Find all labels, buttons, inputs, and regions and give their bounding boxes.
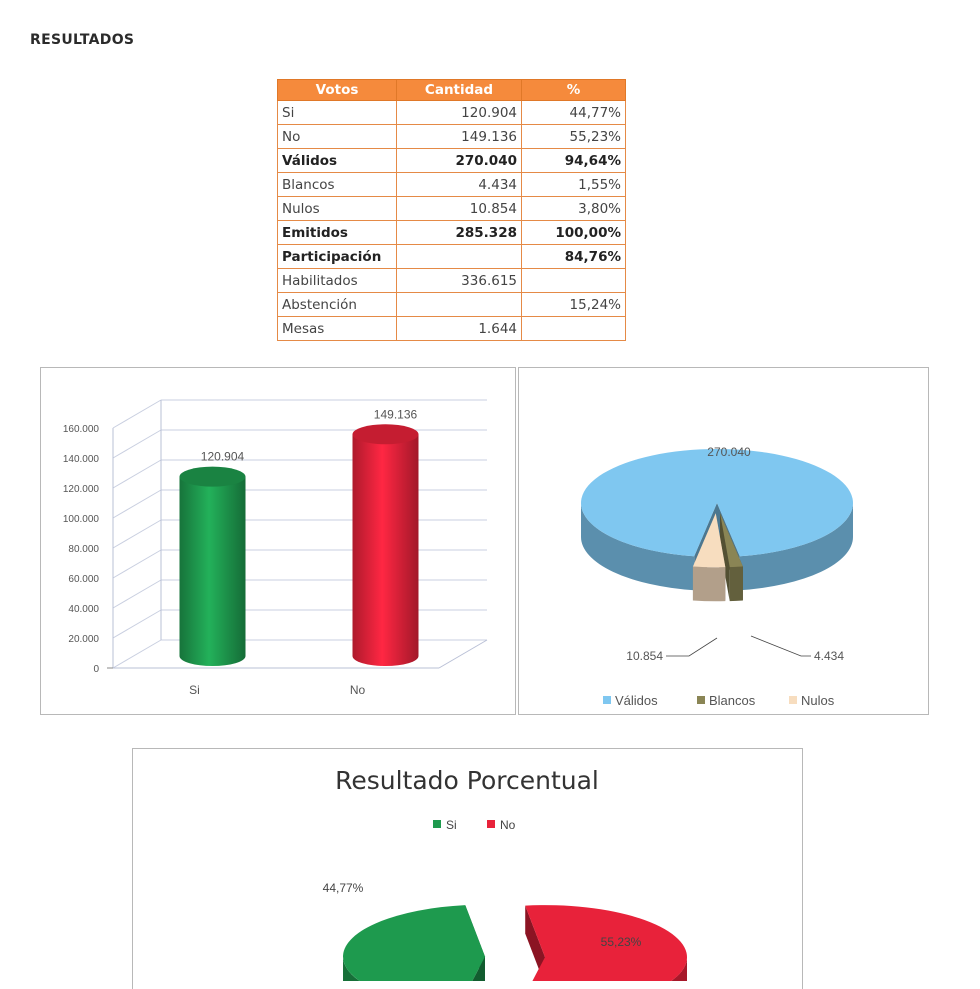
y-tick-label: 140.000 xyxy=(62,454,99,465)
bar-body xyxy=(353,434,419,666)
bar-chart-grid xyxy=(113,400,487,668)
cell-pct: 100,00% xyxy=(522,221,626,245)
cell-cantidad: 10.854 xyxy=(397,197,522,221)
legend-swatch xyxy=(487,820,495,828)
cell-cantidad: 120.904 xyxy=(397,101,522,125)
gridline xyxy=(113,520,161,548)
cell-cantidad: 149.136 xyxy=(397,125,522,149)
bar-body xyxy=(180,477,246,666)
pie-data-label: 4.434 xyxy=(814,649,845,663)
y-tick-label: 80.000 xyxy=(68,544,99,555)
table-row xyxy=(278,101,626,125)
legend-label: Nulos xyxy=(801,693,835,708)
chart-title: Resultado Porcentual xyxy=(335,766,599,795)
legend-swatch xyxy=(697,696,705,704)
pie-data-label: 44,77% xyxy=(322,881,364,895)
slice-si xyxy=(343,905,485,981)
cell-label: Blancos xyxy=(278,173,397,197)
gridline xyxy=(113,550,161,578)
cell-cantidad: 4.434 xyxy=(397,173,522,197)
table-header-row xyxy=(278,80,626,101)
bar-chart-panel xyxy=(40,367,516,715)
slice-wall xyxy=(693,567,725,602)
pie-data-label: 55,23% xyxy=(600,935,642,949)
bar-top xyxy=(180,467,246,487)
cell-pct: 1,55% xyxy=(522,173,626,197)
cell-cantidad: 285.328 xyxy=(397,221,522,245)
gridline xyxy=(113,460,161,488)
cell-pct xyxy=(522,269,626,293)
header-pct: % xyxy=(522,80,626,101)
legend-swatch xyxy=(603,696,611,704)
legend-label: Válidos xyxy=(615,693,658,708)
cell-label: Válidos xyxy=(278,149,397,173)
page-heading: RESULTADOS xyxy=(30,32,135,48)
table-row xyxy=(278,245,626,269)
cell-cantidad xyxy=(397,293,522,317)
cell-pct: 15,24% xyxy=(522,293,626,317)
results-table xyxy=(277,79,626,341)
table-row xyxy=(278,149,626,173)
cell-pct: 3,80% xyxy=(522,197,626,221)
bar-data-label: 120.904 xyxy=(200,449,245,464)
leader-line xyxy=(751,636,811,656)
gridline xyxy=(113,490,161,518)
bar-chart xyxy=(41,368,515,714)
cell-pct: 84,76% xyxy=(522,245,626,269)
gridline xyxy=(113,610,161,638)
table-row xyxy=(278,221,626,245)
legend-label: Si xyxy=(446,818,457,832)
legend-swatch xyxy=(789,696,797,704)
gridline xyxy=(113,580,161,608)
pie-chart-panel xyxy=(518,367,929,715)
cell-cantidad xyxy=(397,245,522,269)
y-tick-label: 120.000 xyxy=(62,484,99,495)
x-tick-label: No xyxy=(349,683,366,697)
percent-pie-chart xyxy=(133,749,802,981)
pie-data-label: 270.040 xyxy=(707,445,751,459)
bar-no xyxy=(353,424,419,666)
gridline xyxy=(113,430,161,458)
y-tick-label: 40.000 xyxy=(68,604,99,615)
bar-data-label: 149.136 xyxy=(373,407,418,422)
cell-label: Participación xyxy=(278,245,397,269)
bar-top xyxy=(353,424,419,444)
bar-si xyxy=(180,467,246,666)
y-tick-label: 60.000 xyxy=(68,574,99,585)
cell-pct xyxy=(522,317,626,341)
cell-label: Abstención xyxy=(278,293,397,317)
floor-edge xyxy=(439,640,487,668)
table-row xyxy=(278,173,626,197)
cell-label: Nulos xyxy=(278,197,397,221)
cell-cantidad: 1.644 xyxy=(397,317,522,341)
cell-label: Emitidos xyxy=(278,221,397,245)
header-votos: Votos xyxy=(278,80,397,101)
cell-cantidad: 336.615 xyxy=(397,269,522,293)
header-cantidad: Cantidad xyxy=(397,80,522,101)
percent-chart-panel xyxy=(132,748,803,989)
cell-label: Mesas xyxy=(278,317,397,341)
slice-top xyxy=(343,905,485,981)
table-row xyxy=(278,293,626,317)
gridline xyxy=(113,640,161,668)
x-tick-label: Si xyxy=(189,683,200,697)
table-body xyxy=(278,101,626,341)
cell-pct: 94,64% xyxy=(522,149,626,173)
legend-label: Blancos xyxy=(709,693,756,708)
cell-label: No xyxy=(278,125,397,149)
cell-cantidad: 270.040 xyxy=(397,149,522,173)
table-row xyxy=(278,125,626,149)
y-tick-label: 0 xyxy=(93,664,99,675)
cell-label: Habilitados xyxy=(278,269,397,293)
leader-line xyxy=(666,638,717,656)
cell-pct: 55,23% xyxy=(522,125,626,149)
legend-swatch xyxy=(433,820,441,828)
gridline xyxy=(113,400,161,428)
votes-pie-chart xyxy=(519,368,928,714)
y-tick-label: 160.000 xyxy=(62,424,99,435)
cell-label: Si xyxy=(278,101,397,125)
slice-wall xyxy=(730,566,743,601)
table-row xyxy=(278,317,626,341)
pie-data-label: 10.854 xyxy=(626,649,663,663)
y-tick-label: 100.000 xyxy=(62,514,99,525)
legend-label: No xyxy=(500,818,516,832)
cell-pct: 44,77% xyxy=(522,101,626,125)
table-row xyxy=(278,197,626,221)
y-tick-label: 20.000 xyxy=(68,634,99,645)
table-row xyxy=(278,269,626,293)
